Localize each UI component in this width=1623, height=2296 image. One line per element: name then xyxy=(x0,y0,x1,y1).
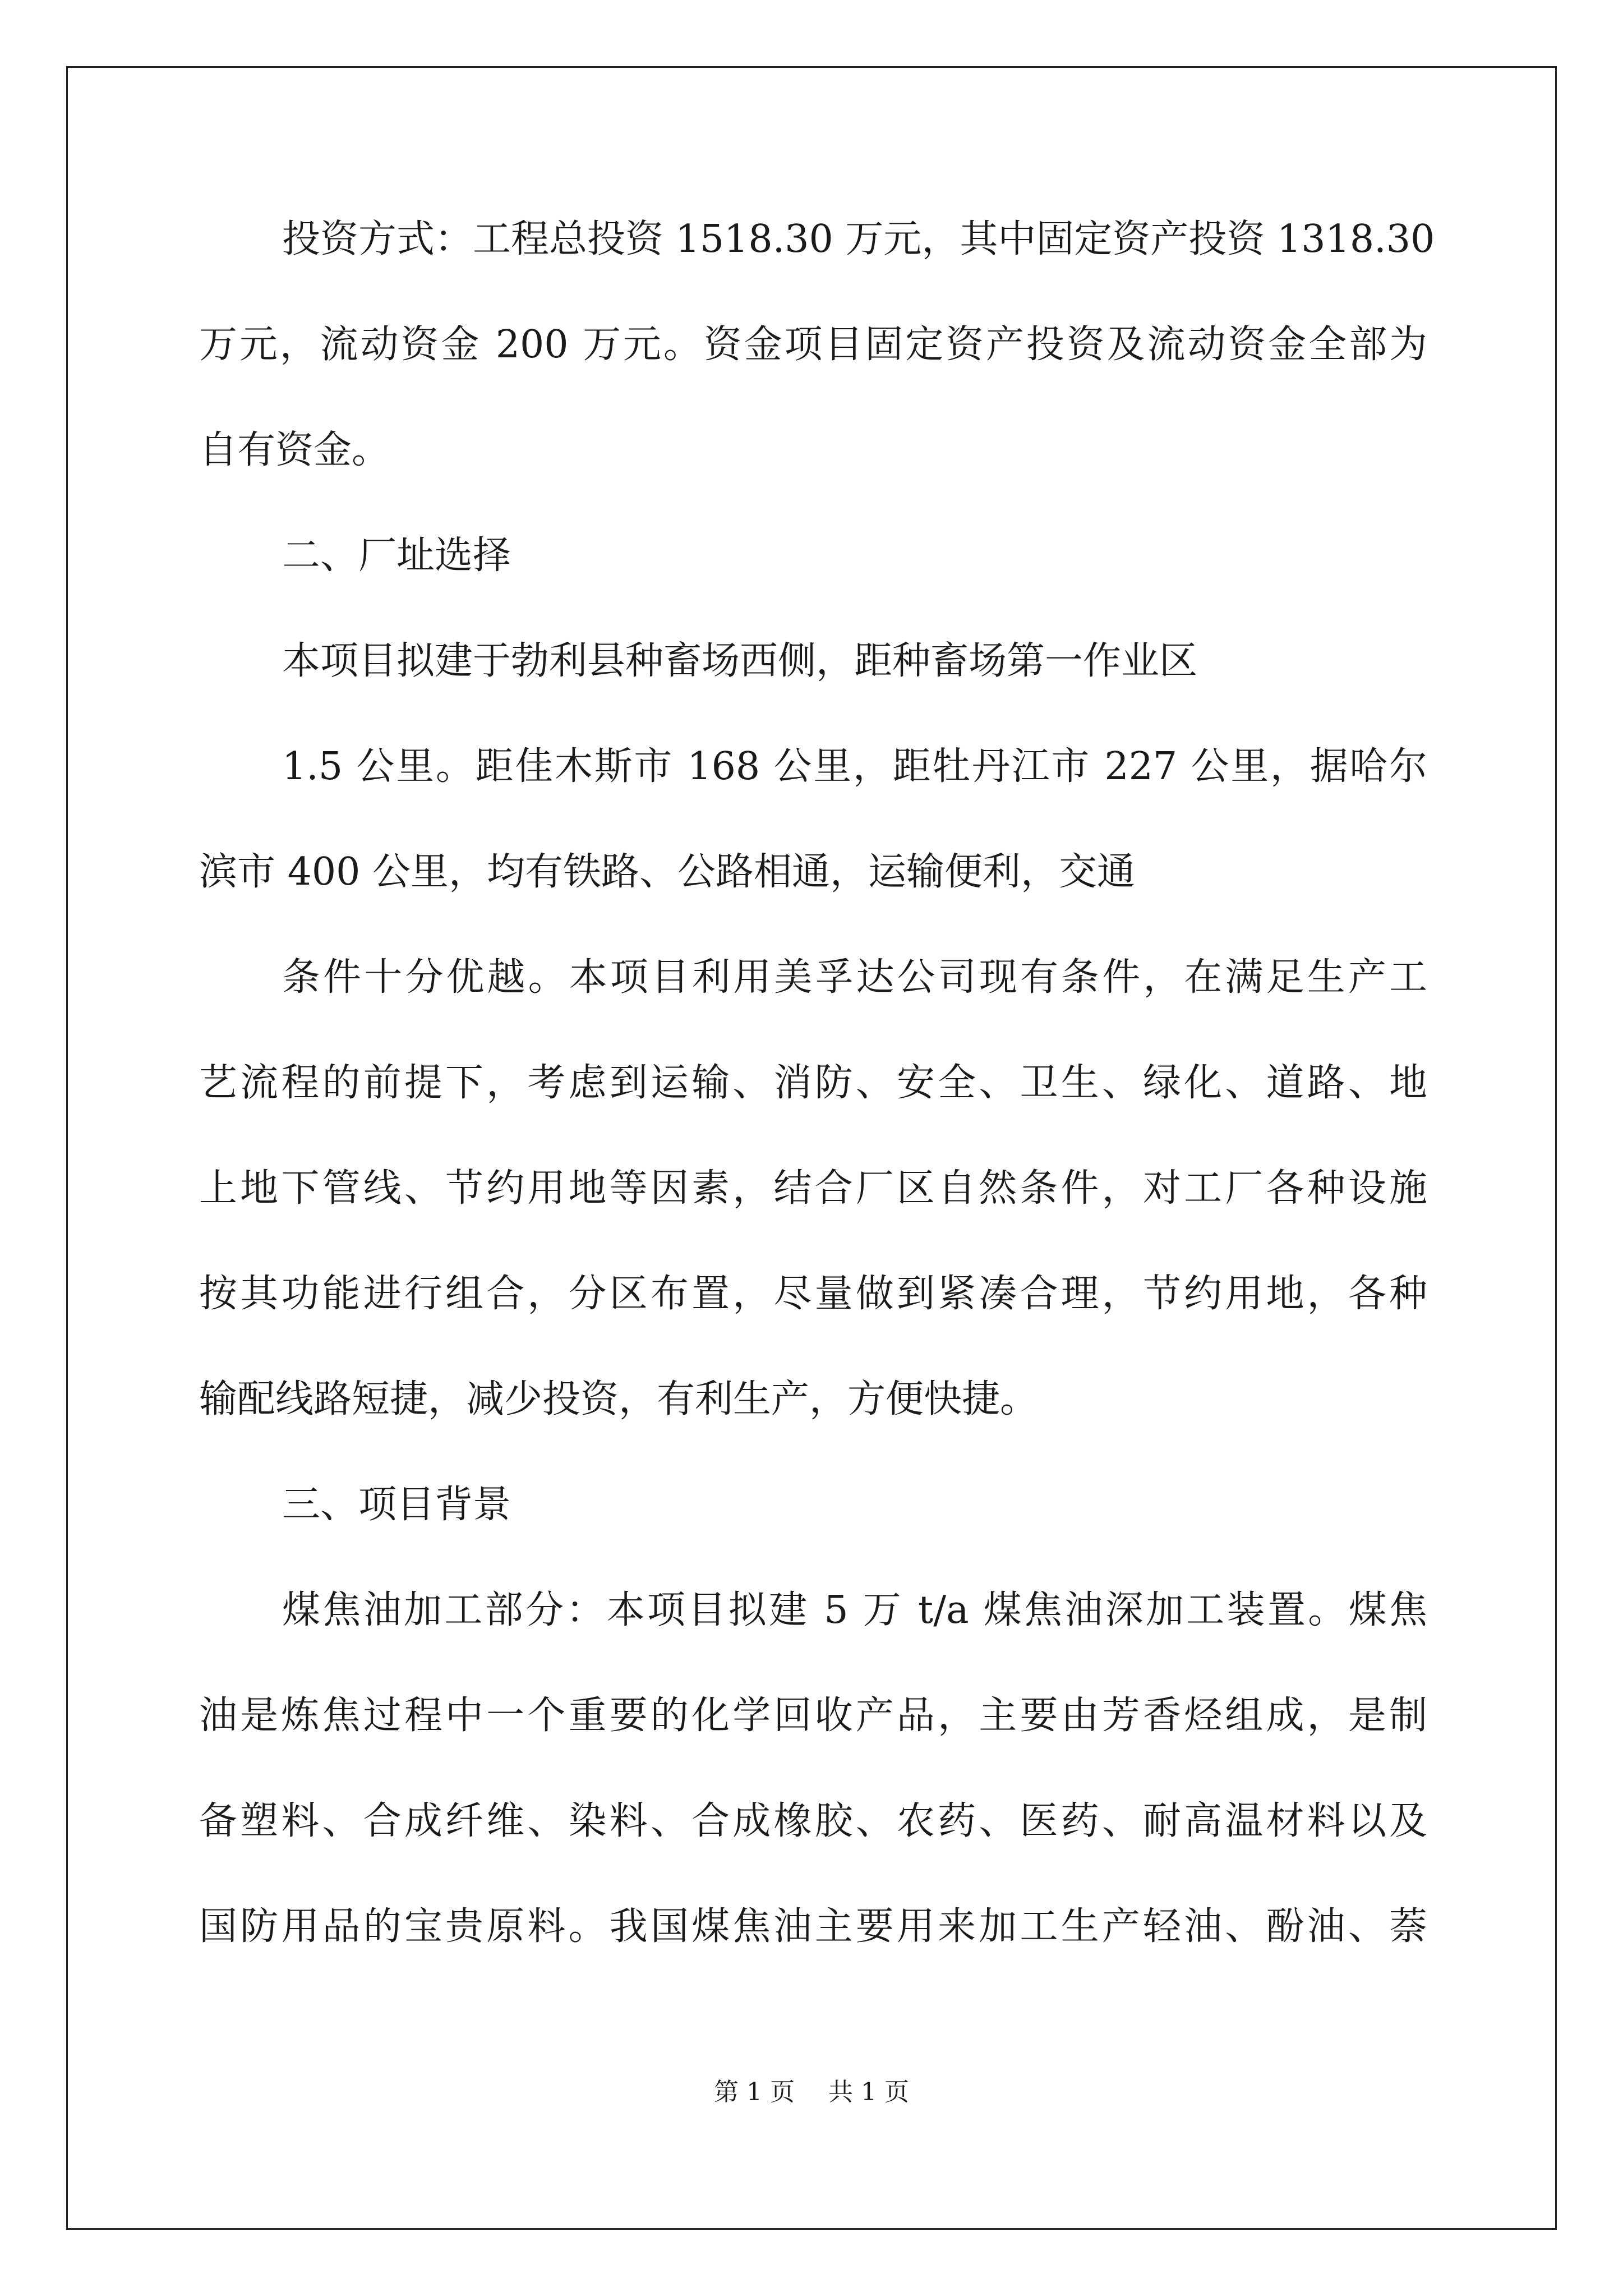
document-body xyxy=(199,213,1435,2006)
paragraph-line: 本项目拟建于勃利县种畜场西侧，距种畜场第一作业区 xyxy=(282,639,1198,683)
paragraph-line: 国防用品的宝贵原料。我国煤焦油主要用来加工生产轻油、酚油、萘 xyxy=(199,1904,1427,1949)
paragraph-line: 输配线路短捷，减少投资，有利生产，方便快捷。 xyxy=(199,1377,1039,1421)
paragraph-line: 备塑料、合成纤维、染料、合成橡胶、农药、医药、耐高温材料以及 xyxy=(199,1799,1427,1843)
page-total: 共 1 页 xyxy=(828,2078,909,2106)
section-heading: 二、厂址选择 xyxy=(282,533,511,578)
paragraph-line: 条件十分优越。本项目利用美孚达公司现有条件，在满足生产工 xyxy=(282,955,1427,1000)
paragraph-line: 上地下管线、节约用地等因素，结合厂区自然条件，对工厂各种设施 xyxy=(199,1166,1427,1211)
section-heading: 三、项目背景 xyxy=(282,1483,511,1527)
paragraph-line: 按其功能进行组合，分区布置，尽量做到紧凑合理，节约用地，各种 xyxy=(199,1272,1427,1316)
paragraph-line: 油是炼焦过程中一个重要的化学回收产品，主要由芳香烃组成，是制 xyxy=(199,1694,1427,1738)
page-footer xyxy=(0,2076,1623,2109)
paragraph-line: 艺流程的前提下，考虑到运输、消防、安全、卫生、绿化、道路、地 xyxy=(199,1061,1427,1105)
paragraph-line: 滨市 400 公里，均有铁路、公路相通，运输便利，交通 xyxy=(199,850,1136,894)
page-number: 第 1 页 xyxy=(714,2078,795,2106)
paragraph-line: 自有资金。 xyxy=(199,428,390,472)
paragraph-line: 万元，流动资金 200 万元。资金项目固定资产投资及流动资金全部为 xyxy=(199,323,1427,367)
paragraph-line: 投资方式：工程总投资 1518.30 万元，其中固定资产投资 1318.30 xyxy=(282,217,1435,261)
paragraph-line: 1.5 公里。距佳木斯市 168 公里，距牡丹江市 227 公里，据哈尔 xyxy=(282,744,1427,789)
paragraph-line: 煤焦油加工部分：本项目拟建 5 万 t/a 煤焦油深加工装置。煤焦 xyxy=(282,1588,1427,1632)
